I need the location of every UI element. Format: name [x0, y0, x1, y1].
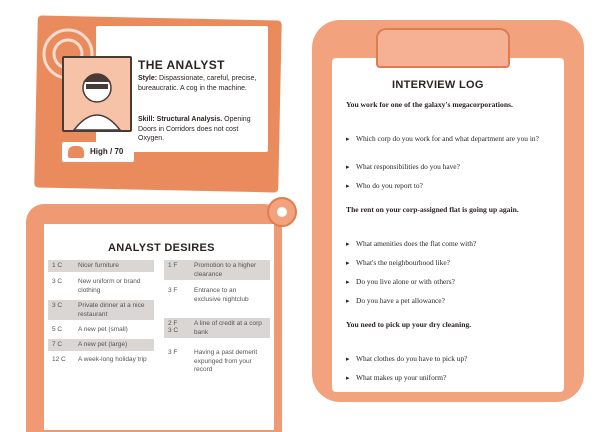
log-section-heading: You need to pick up your dry cleaning.: [346, 320, 472, 329]
desire-text: Promotion to a higher clearance: [194, 262, 257, 278]
desire-roll: 5 C: [52, 326, 63, 333]
log-question: ▸ Which corp do you work for and what department are you in?: [346, 134, 546, 144]
desire-text: A new pet (large): [78, 341, 128, 348]
desire-text: New uniform or brand clothing: [78, 278, 141, 294]
analyst-portrait-icon: [62, 56, 132, 132]
desire-roll: 3 F: [168, 287, 178, 294]
desire-text: A week-long holiday trip: [78, 356, 147, 363]
log-section-heading: The rent on your corp-assigned flat is going up again.: [346, 205, 519, 214]
desire-roll: 3 F: [168, 349, 178, 356]
helmet-icon: [68, 146, 84, 158]
desire-roll: 1 F: [168, 262, 178, 269]
analyst-style: [138, 74, 264, 93]
analyst-title: THE ANALYST: [138, 58, 225, 72]
log-question: ▸ What clothes do you have to pick up?: [346, 354, 546, 364]
log-question: ▸ What's the neighbourhood like?: [346, 258, 546, 268]
style-label: Style:: [138, 75, 158, 82]
desire-roll: 1 C: [52, 262, 63, 269]
desire-text: Nicer furniture: [78, 262, 119, 269]
log-question: ▸ Do you have a pet allowance?: [346, 296, 546, 306]
skill-text: Opening Doors in Corridors does not cost Oxygen.: [138, 116, 251, 142]
desire-text: Entrance to an exclusive nightclub: [194, 287, 249, 303]
desires-title: ANALYST DESIRES: [108, 242, 215, 254]
log-question: ▸ What responsibilities do you have?: [346, 162, 546, 172]
log-question: ▸ Who do you report to?: [346, 181, 546, 191]
desire-text: Having a past demerit expunged from your record: [194, 349, 258, 373]
desire-roll: 3 C: [52, 302, 63, 309]
log-question: ▸ Do you live alone or with others?: [346, 277, 546, 287]
clearance-badge: [62, 142, 134, 162]
log-section-heading: You work for one of the galaxy's megacorporations.: [346, 100, 513, 109]
desire-roll: 2 F 3 C: [168, 320, 179, 334]
analyst-skill: [138, 115, 264, 144]
log-question: ▸ What amenities does the flat come with?: [346, 239, 546, 249]
desire-roll: 12 C: [52, 356, 66, 363]
interview-log-title: INTERVIEW LOG: [392, 79, 484, 91]
style-text: Dispassionate, careful, precise, bureaucratic. A cog in the machine.: [138, 75, 257, 92]
desire-roll: 7 C: [52, 341, 63, 348]
desire-text: Private dinner at a nice restaurant: [78, 302, 145, 318]
clipboard-clip: [376, 28, 510, 68]
skill-label: Skill: Structural Analysis.: [138, 116, 223, 123]
desire-text: A new pet (small): [78, 326, 128, 333]
badge-text: High / 70: [90, 147, 124, 156]
desire-text: A line of credit at a corp bank: [194, 320, 262, 336]
log-question: ▸ What makes up your uniform?: [346, 373, 546, 383]
desire-roll: 3 C: [52, 278, 63, 285]
